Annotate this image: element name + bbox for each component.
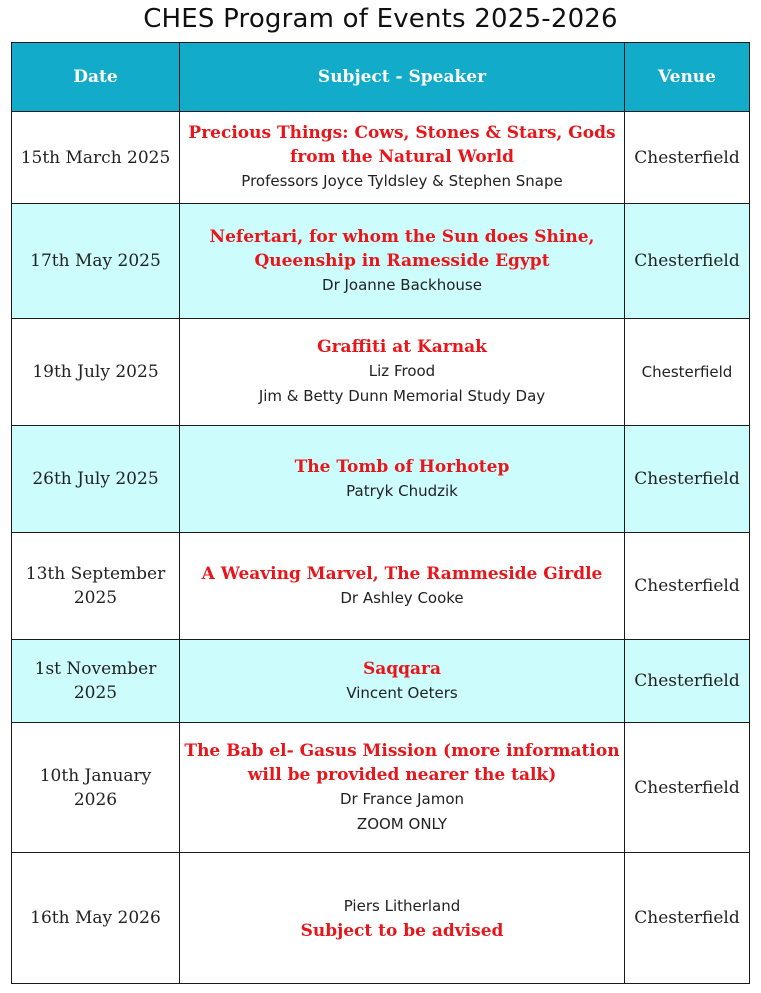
event-subject-speaker [180,723,625,853]
event-speaker: Patryk Chudzik [346,481,458,500]
event-venue: Chesterfield [625,426,750,533]
table-row [12,319,750,426]
event-date: 13th September 2025 [12,533,180,640]
event-subject-speaker [180,319,625,426]
event-venue: Chesterfield [625,319,750,426]
event-note: ZOOM ONLY [356,814,448,833]
event-venue: Chesterfield [625,640,750,723]
event-subject: Saqqara [362,658,442,679]
event-subject-speaker [180,853,625,984]
event-subject: A Weaving Marvel, The Rammeside Girdle [201,563,603,584]
event-date: 26th July 2025 [12,426,180,533]
header-row [12,43,750,112]
event-subject: Nefertari, for whom the Sun does Shine, Queenship in Ramesside Egypt [209,226,595,271]
event-date: 1st November 2025 [12,640,180,723]
event-venue: Chesterfield [625,112,750,204]
event-speaker: Dr Joanne Backhouse [322,275,482,294]
event-date: 15th March 2025 [12,112,180,204]
event-subject-speaker [180,112,625,204]
event-subject: Graffiti at Karnak [317,337,487,357]
events-table [11,42,750,984]
table-row [12,853,750,984]
event-speaker: Professors Joyce Tyldsley & Stephen Snape [241,172,563,190]
event-date: 17th May 2025 [12,204,180,319]
event-note: Jim & Betty Dunn Memorial Study Day [258,387,546,405]
event-subject: The Bab el- Gasus Mission (more information will be provided nearer the talk) [184,740,620,785]
table-row [12,112,750,204]
event-subject-speaker [180,640,625,723]
event-date: 19th July 2025 [12,319,180,426]
event-subject: The Tomb of Horhotep [294,456,510,477]
table-row [12,640,750,723]
event-subject: Subject to be advised [300,920,504,941]
event-date: 10th January 2026 [12,723,180,853]
event-speaker: Dr Ashley Cooke [340,588,464,607]
header-subject-speaker: Subject - Speaker [180,43,625,112]
event-speaker: Dr France Jamon [339,789,465,808]
event-venue: Chesterfield [625,723,750,853]
event-venue: Chesterfield [625,204,750,319]
table-row [12,426,750,533]
header-venue: Venue [625,43,750,112]
event-subject-speaker [180,533,625,640]
event-speaker: Piers Litherland [343,896,461,915]
event-subject-speaker [180,426,625,533]
event-subject: Precious Things: Cows, Stones & Stars, Gods from the Natural World [188,123,616,167]
event-subject-speaker [180,204,625,319]
table-row [12,204,750,319]
event-date: 16th May 2026 [12,853,180,984]
event-venue: Chesterfield [625,533,750,640]
table-row [12,533,750,640]
table-row [12,723,750,853]
page-title: CHES Program of Events 2025-2026 [143,4,618,34]
event-speaker: Liz Frood [368,362,436,380]
event-speaker: Vincent Oeters [346,683,458,702]
event-venue: Chesterfield [625,853,750,984]
header-date: Date [12,43,180,112]
